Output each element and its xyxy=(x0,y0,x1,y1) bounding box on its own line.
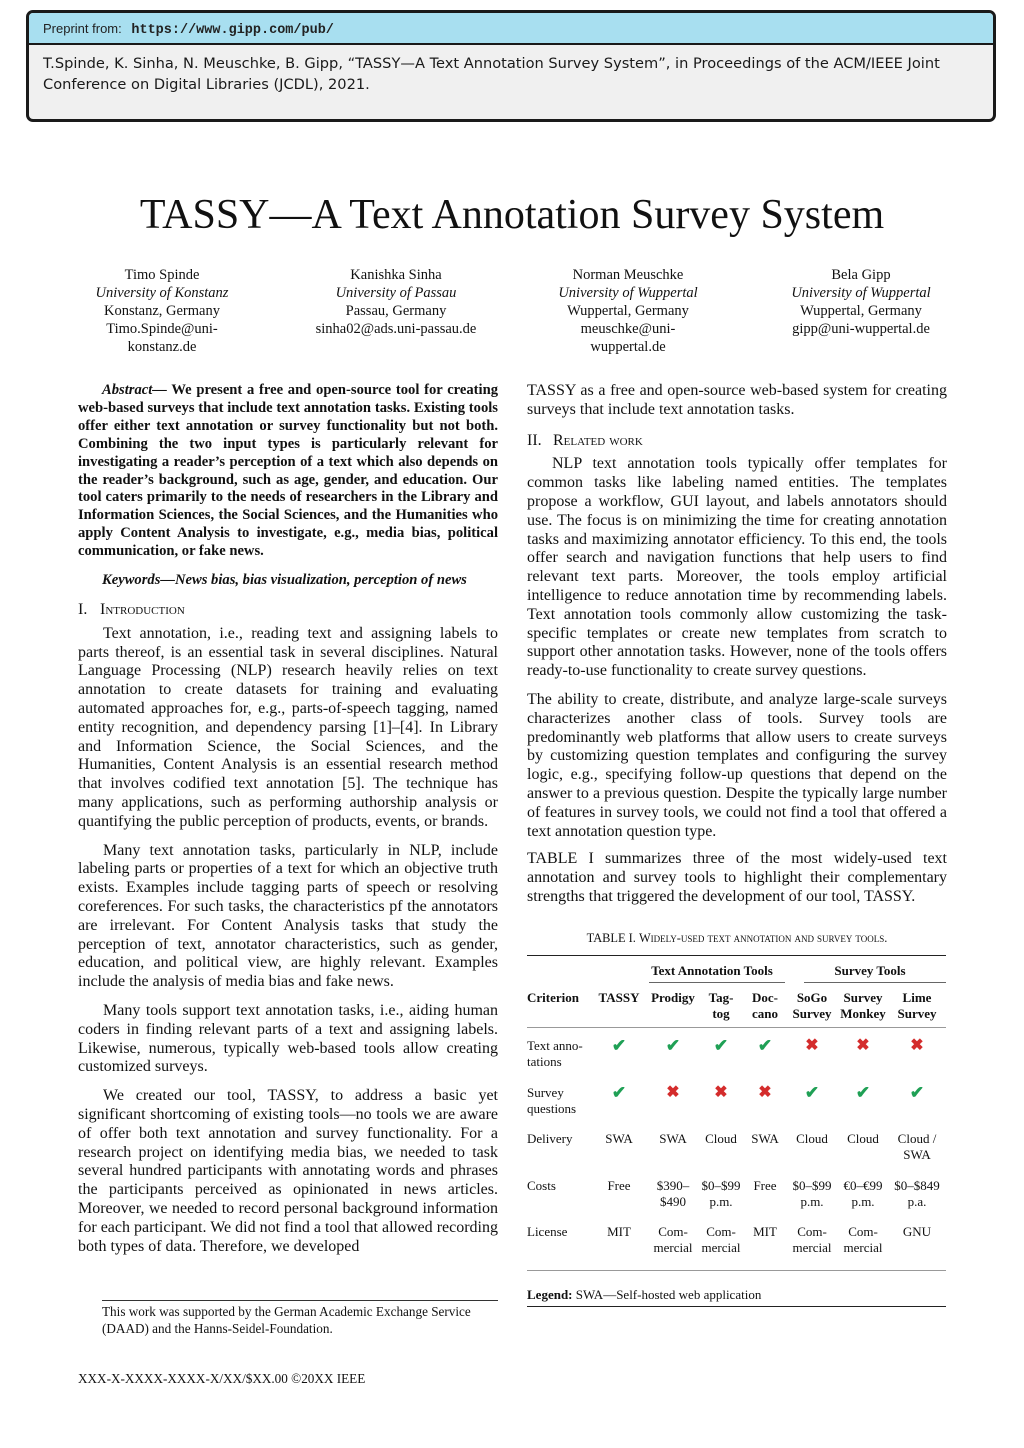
author-email: Timo.Spinde@uni- xyxy=(106,321,218,337)
check-icon: ✔ xyxy=(611,1036,627,1055)
table-cell: Free xyxy=(607,1178,631,1193)
author-name: Bela Gipp xyxy=(831,267,891,283)
section-number: II. xyxy=(527,431,542,449)
paragraph: TASSY as a free and open-source web-based system for creating surveys that include text annotation tasks. xyxy=(527,382,947,418)
table-rule-bottom xyxy=(527,1270,946,1271)
table-cell: $0–$99 p.m. xyxy=(792,1178,832,1209)
footnote-rule xyxy=(102,1300,498,1301)
table-column-header: Doc- cano xyxy=(752,990,778,1021)
author-email: gipp@uni-wuppertal.de xyxy=(792,321,930,337)
table-column-header: Prodigy xyxy=(651,990,695,1005)
check-icon: ✔ xyxy=(909,1083,925,1102)
copyright-line: XXX-X-XXXX-XXXX-X/XX/$XX.00 ©20XX IEEE xyxy=(78,1371,366,1386)
table-criterion-header: Criterion xyxy=(527,990,579,1005)
banner-label: Preprint from: xyxy=(43,21,122,36)
table-cell: $0–$849 p.a. xyxy=(894,1178,940,1209)
paragraph: TABLE I summarizes three of the most widely-used text annotation and survey tools to highlight their complementary strengths that triggered the development of our tool, TASSY. xyxy=(527,850,947,905)
table-group-rule xyxy=(649,982,785,983)
banner-citation: T.Spinde, K. Sinha, N. Meuschke, B. Gipp, “TASSY—A Text Annotation Survey System”, in Proceedings of the ACM/IEEE Joint Conference on Digital Libraries (JCDL), 2021. xyxy=(43,55,940,93)
table-cell: Com- mercial xyxy=(792,1224,832,1255)
legend-text: SWA—Self-hosted web application xyxy=(572,1287,762,1302)
table-cell: $0–$99 p.m. xyxy=(701,1178,741,1209)
author-block xyxy=(296,266,496,338)
section-title: Introduction xyxy=(100,601,185,619)
author-email: meuschke@uni- xyxy=(580,321,676,337)
abstract-text: We present a free and open-source tool for creating web-based surveys that include text annotation tasks. Existing tools offer either text annotation or survey functionality but not both. Combining the two input types is particularly relevant for investigating a reader’s perception of a text which also depends on the reader’s background, such as age, gender, and education. Our tool caters primarily to the needs of researchers in the Library and Information Sciences, the Social Sciences, and the Humanities who apply Content Analysis to investigate, e.g., media bias, political communication, or fake news. xyxy=(78,382,498,560)
paragraph: Text annotation, i.e., reading text and assigning labels to parts thereof, is an essential task in several disciplines. Natural Language Processing (NLP) research heavily relies on text annotation to create datasets for training and evaluating automated approaches for, e.g., parts-of-speech tagging, named entity recognition, and dependency parsing [1]–[4]. In Library and Information Science, the Social Sciences, and the Humanities, Content Analysis is an essential research method that involves codified text annotation [5]. The technique has many applications, such as performing authorship analysis or quantifying the public perception of products, events, or brands. xyxy=(78,624,498,830)
abstract-label: Abstract— xyxy=(102,382,167,398)
table-cell: $390– $490 xyxy=(656,1178,690,1209)
table-group-rule xyxy=(804,982,946,983)
table-cell: MIT xyxy=(753,1224,777,1239)
right-column xyxy=(527,382,947,916)
author-block xyxy=(528,266,728,356)
table-column-header: SoGo Survey xyxy=(792,990,832,1021)
paragraph: NLP text annotation tools typically offer templates for common tasks like labeling named entities. The templates propose a workflow, GUI layout, and labels annotators should use. The focus is on minimizing the time for creating annotation tasks and maximizing annotator efficiency. To this end, the tools offer search and navigation functions that help users to find relevant text parts. Moreover, the tools employ artificial intelligence to reduce annotation time by recommending labels. Text annotation tools commonly allow customizing the task-specific templates or create new templates from scratch to support other annotation tasks. However, none of the tools offers ready-to-use functionality to create survey questions. xyxy=(527,455,947,680)
cross-icon: ✖ xyxy=(758,1084,772,1101)
section-number: I. xyxy=(78,601,88,619)
table-cell: SWA xyxy=(605,1131,633,1146)
author-email: sinha02@ads.uni-passau.de xyxy=(315,321,477,337)
legend-label: Legend: xyxy=(527,1287,573,1302)
cross-icon: ✖ xyxy=(856,1037,870,1054)
author-location: Wuppertal, Germany xyxy=(567,303,689,319)
banner-url[interactable]: https://www.gipp.com/pub/ xyxy=(131,23,334,38)
author-affiliation: University of Wuppertal xyxy=(558,285,698,301)
cross-icon: ✖ xyxy=(714,1084,728,1101)
cross-icon: ✖ xyxy=(910,1037,924,1054)
table-cell: Com- mercial xyxy=(653,1224,693,1255)
paper-title: TASSY—A Text Annotation Survey System xyxy=(139,192,885,238)
table-row-label: Text anno- tations xyxy=(527,1038,583,1069)
table-rule-end xyxy=(527,1306,946,1307)
check-icon: ✔ xyxy=(804,1083,820,1102)
preprint-banner xyxy=(26,10,996,122)
abstract xyxy=(78,382,498,561)
author-block xyxy=(761,266,961,338)
author-email-cont: wuppertal.de xyxy=(590,339,666,355)
paragraph: Many tools support text annotation tasks, i.e., aiding human coders in finding relevant parts of a text and assigning labels. Likewise, numerous, typically web-based tools allow creating customized surveys. xyxy=(78,1002,498,1076)
paragraph: We created our tool, TASSY, to address a basic yet significant shortcoming of existing tools—no tools we are aware of offer both text annotation and survey functionality. For a research project on identifying media bias, we needed to task several hundred participants with annotating words and phrases the participants perceived as opinionated in news articles. Moreover, we needed to record personal background information for each participant. We did not find a tool that allowed recording both types of data. Therefore, we developed xyxy=(78,1087,498,1255)
table-caption-number: TABLE I. xyxy=(586,931,636,945)
section-heading-introduction xyxy=(78,601,498,620)
table-cell: GNU xyxy=(902,1224,932,1239)
table-cell: Cloud xyxy=(796,1131,828,1146)
section-heading-related-work xyxy=(527,432,947,451)
paragraph: Many text annotation tasks, particularly in NLP, include labeling parts or properties of a text for which an objective truth exists. Examples include tagging parts of speech or resolving coreferences. For such tasks, the characteristics pf the annotators are irrelevant. For Content Analysis tasks that study the perception of text, annotator characteristics, such as gender, education, and political view, are highly relevant. Examples include the analysis of media bias and fake news. xyxy=(78,841,498,991)
table-cell: €0–€99 p.m. xyxy=(843,1178,883,1209)
table-caption-text: Widely-used text annotation and survey tools. xyxy=(638,931,888,945)
check-icon: ✔ xyxy=(855,1083,871,1102)
table-cell: MIT xyxy=(607,1224,631,1239)
table-cell: Com- mercial xyxy=(843,1224,883,1255)
paragraph: The ability to create, distribute, and analyze large-scale surveys characterizes another class of tools. Survey tools are predominantly web platforms that allow users to create surveys by customizing question templates and configuring the survey logic, e.g., specifying follow-up questions that depend on the answer to a previous question. Despite the typically large number of features in survey tools, we could not find a tool that offered a text annotation question type. xyxy=(527,690,947,840)
author-affiliation: University of Passau xyxy=(335,285,457,301)
check-icon: ✔ xyxy=(713,1036,729,1055)
author-location: Konstanz, Germany xyxy=(104,303,220,319)
banner-header xyxy=(29,13,993,45)
table-row-label: Survey questions xyxy=(527,1085,577,1116)
table-column-header: Lime Survey xyxy=(897,990,937,1021)
table-cell: Cloud xyxy=(705,1131,737,1146)
table-column-header: TASSY xyxy=(598,990,640,1005)
author-location: Wuppertal, Germany xyxy=(800,303,922,319)
table-caption xyxy=(527,931,947,946)
check-icon: ✔ xyxy=(665,1036,681,1055)
table-column-header: Survey Monkey xyxy=(840,990,886,1021)
table-cell: Cloud xyxy=(847,1131,879,1146)
left-column xyxy=(78,382,498,1266)
cross-icon: ✖ xyxy=(805,1037,819,1054)
table-cell: SWA xyxy=(659,1131,687,1146)
author-name: Norman Meuschke xyxy=(572,267,684,283)
table-group-header: Text Annotation Tools xyxy=(651,963,773,978)
footnote: This work was supported by the German Academic Exchange Service (DAAD) and the Hanns-Seidel-Foundation. xyxy=(102,1304,471,1336)
author-location: Passau, Germany xyxy=(345,303,447,319)
table-legend xyxy=(527,1287,761,1303)
table-cell: Com- mercial xyxy=(701,1224,741,1255)
author-affiliation: University of Konstanz xyxy=(95,285,229,301)
section-title: Related work xyxy=(553,431,643,449)
table-row-label: License xyxy=(527,1224,568,1239)
author-block xyxy=(62,266,262,356)
table-cell: Cloud / SWA xyxy=(897,1131,937,1162)
author-name: Kanishka Sinha xyxy=(350,267,442,283)
table-row-label: Delivery xyxy=(527,1131,573,1146)
check-icon: ✔ xyxy=(757,1036,773,1055)
table-cell: SWA xyxy=(751,1131,779,1146)
table-cell: Free xyxy=(753,1178,777,1193)
author-email-cont: konstanz.de xyxy=(127,339,197,355)
table-rule-top xyxy=(527,955,946,956)
author-affiliation: University of Wuppertal xyxy=(791,285,931,301)
table-row-label: Costs xyxy=(527,1178,556,1193)
table-rule-mid xyxy=(527,1027,946,1028)
cross-icon: ✖ xyxy=(666,1084,680,1101)
table-column-header: Tag- tog xyxy=(708,990,734,1021)
keywords: Keywords—News bias, bias visualization, perception of news xyxy=(102,572,467,589)
author-name: Timo Spinde xyxy=(124,267,200,283)
check-icon: ✔ xyxy=(611,1083,627,1102)
table-group-header: Survey Tools xyxy=(834,963,906,978)
